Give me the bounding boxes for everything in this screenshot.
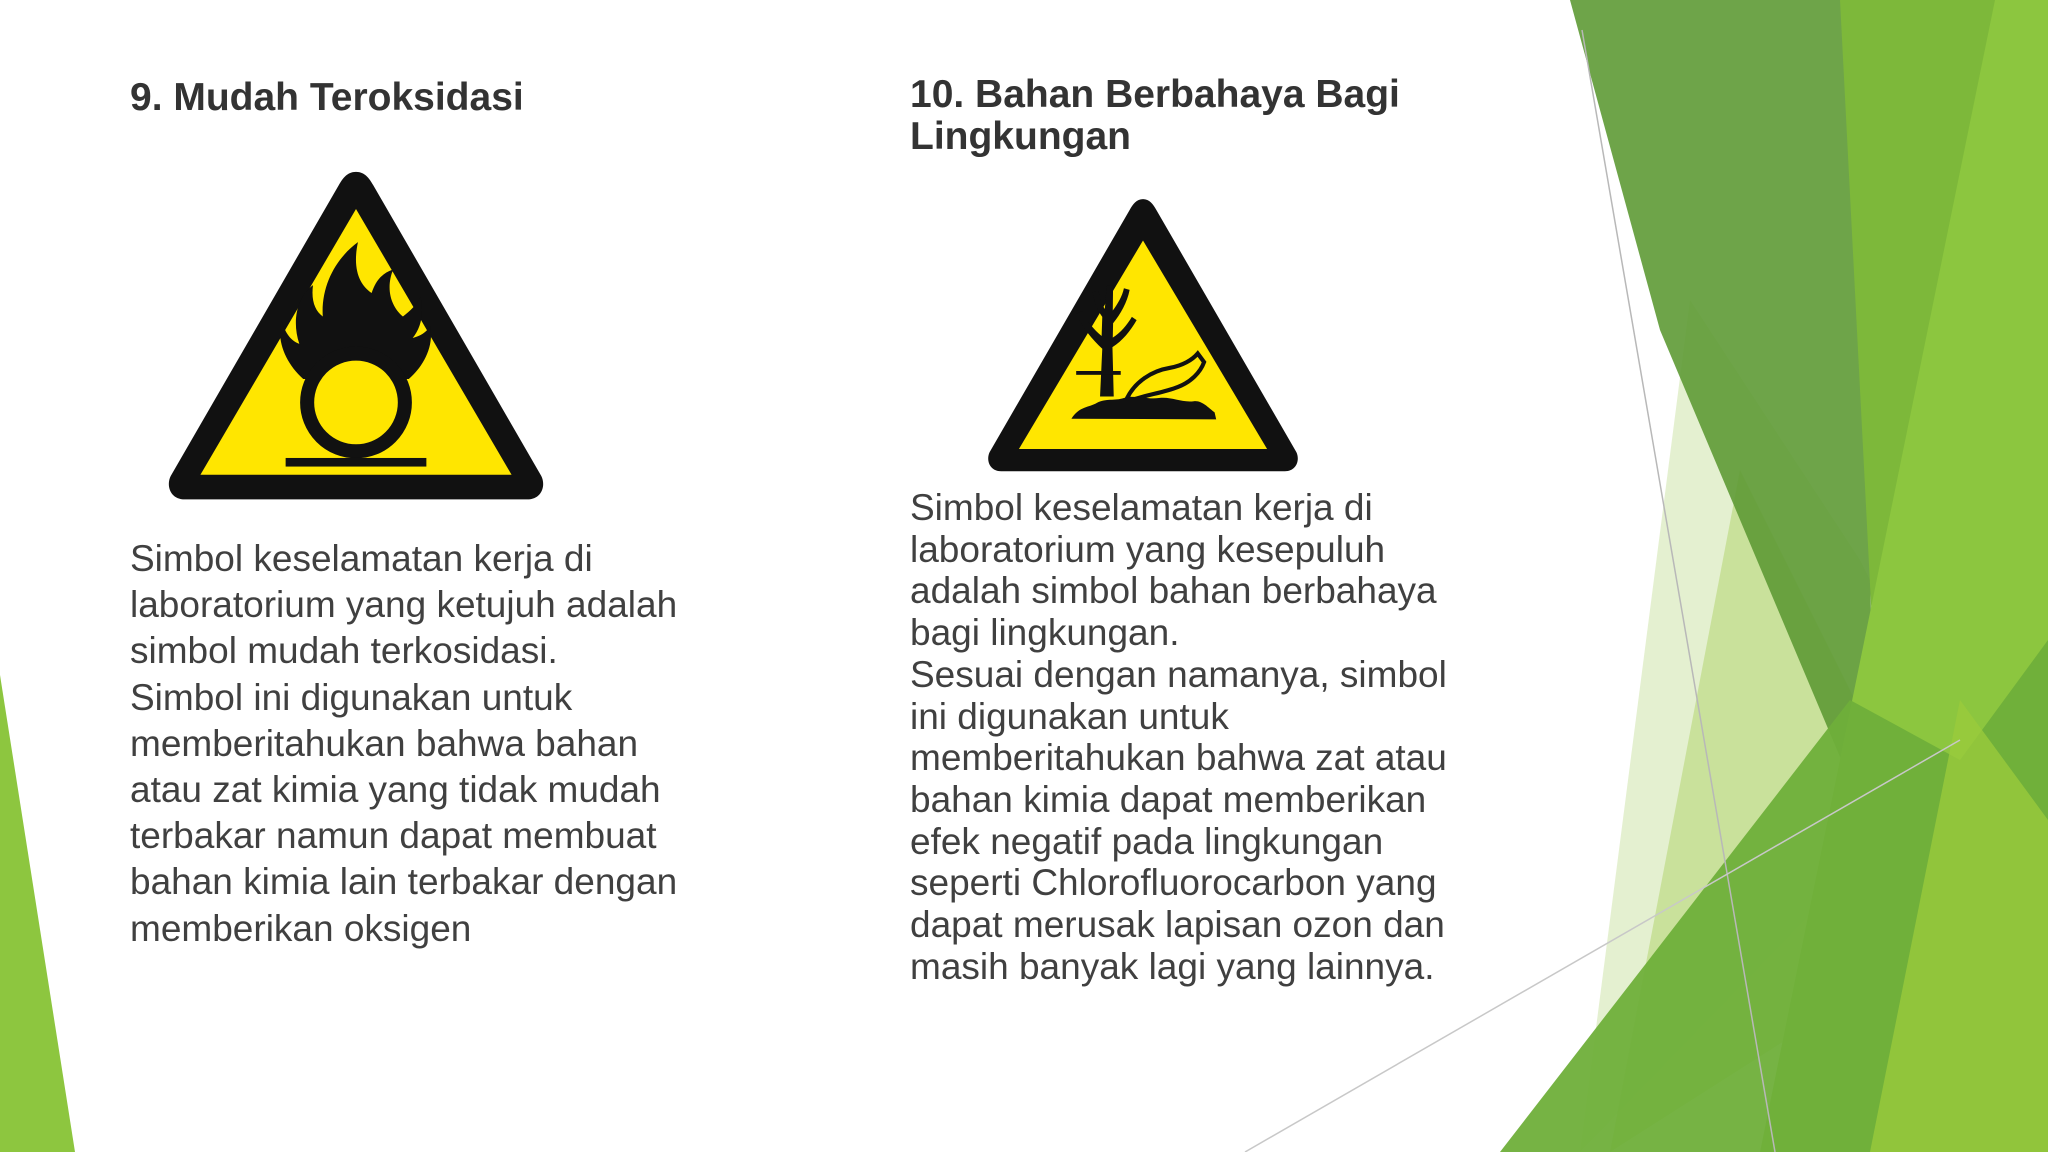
section-10-line: dapat merusak lapisan ozon dan [910,904,1445,946]
section-9-line: memberikan oksigen [130,907,472,949]
section-10-title [910,74,1510,158]
section-10-line: Simbol keselamatan kerja di [910,487,1373,528]
section-9-line: bahan kimia lain terbakar dengan [130,861,678,903]
water-line [1076,371,1121,375]
section-10-title-line: Lingkungan [910,115,1131,158]
section-10-line: masih banyak lagi yang lainnya. [910,945,1435,987]
section-9-line: simbol mudah terkosidasi. [130,630,558,672]
section-10-line: efek negatif pada lingkungan [910,820,1384,862]
section-10-line: Sesuai dengan namanya, simbol [910,653,1447,695]
section-10-line: memberitahukan bahwa zat atau [910,737,1447,779]
section-9-line: Simbol keselamatan kerja di [130,538,593,579]
oxidizing-hazard-icon [160,164,552,508]
section-10-line: seperti Chlorofluorocarbon yang [910,862,1437,904]
section-10-line: bagi lingkungan. [910,612,1180,654]
section-10-line: laboratorium yang kesepuluh [910,528,1386,570]
section-9-title [130,77,770,119]
section-10-line: adalah simbol bahan berbahaya [910,570,1437,612]
environmental-hazard-icon [983,196,1303,476]
section-9-line: terbakar namun dapat membuat [130,815,657,857]
section-9-title-text: 9. Mudah Teroksidasi [130,76,524,119]
section-9-line: laboratorium yang ketujuh adalah [130,584,678,626]
section-10-title-line: 10. Bahan Berbahaya Bagi [910,73,1400,116]
section-9-line: atau zat kimia yang tidak mudah [130,769,661,811]
section-9-description [130,536,770,952]
section-10-line: bahan kimia dapat memberikan [910,778,1427,820]
section-9-line: Simbol ini digunakan untuk [130,676,573,718]
section-10-line: ini digunakan untuk [910,695,1229,737]
oxidizer-ground-bar [286,458,427,467]
section-10-description [910,487,1510,987]
section-9-line: memberitahukan bahwa bahan [130,722,639,764]
oxidizer-circle [307,354,405,452]
left-green-accent [0,675,75,1152]
